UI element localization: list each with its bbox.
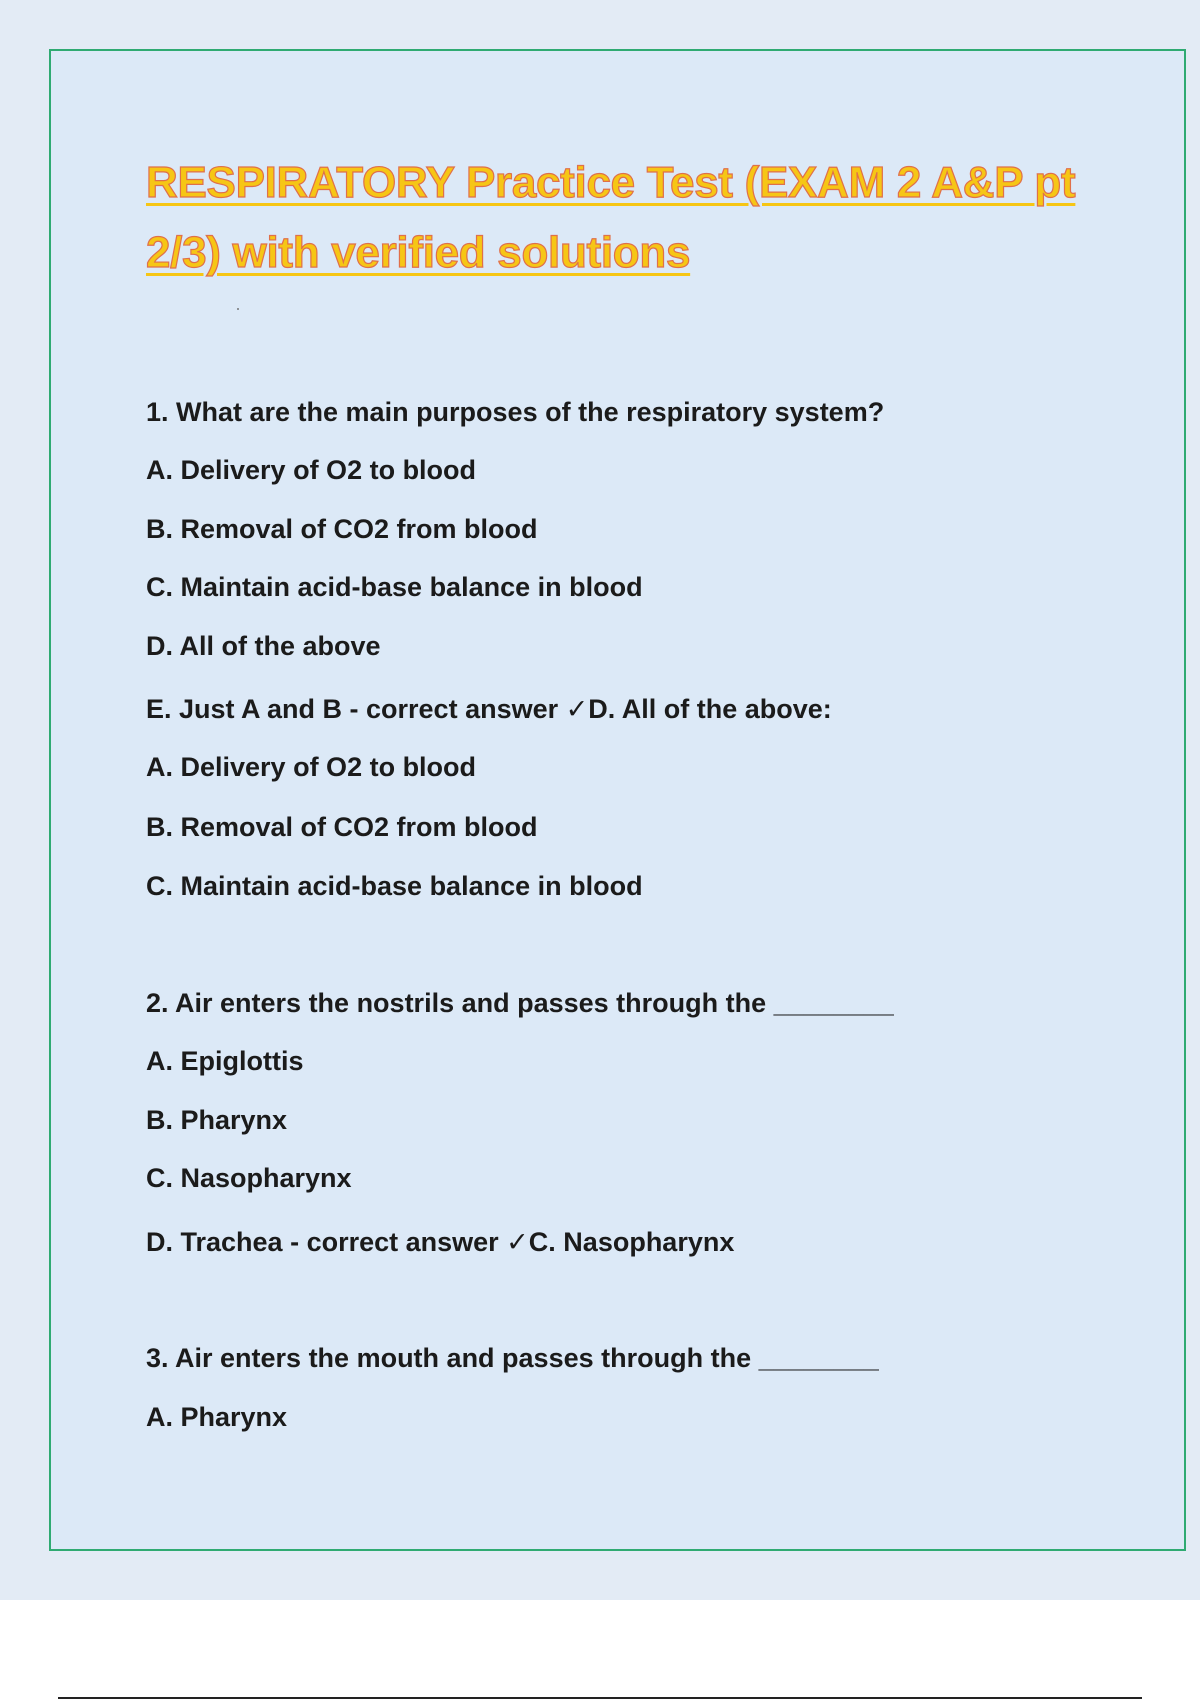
q1-option-b: B. Removal of CO2 from blood (146, 514, 538, 544)
q2-question: 2. Air enters the nostrils and passes through the ________ (146, 988, 894, 1018)
stray-dot (237, 308, 239, 310)
q1-answer-c: C. Maintain acid-base balance in blood (146, 871, 643, 901)
check-mark-icon: ✓ (506, 1227, 529, 1257)
q1-option-e-answer (146, 694, 832, 725)
q2-correct-answer: C. Nasopharynx (528, 1227, 735, 1257)
q3-option-a: A. Pharynx (146, 1402, 288, 1432)
q1-question: 1. What are the main purposes of the respiratory system? (146, 397, 885, 427)
q1-answer-a: A. Delivery of O2 to blood (146, 752, 477, 782)
bottom-rule (58, 1697, 1142, 1699)
q1-option-a: A. Delivery of O2 to blood (146, 455, 477, 485)
q1-option-d: D. All of the above (146, 631, 381, 661)
q2-option-d-answer (146, 1227, 734, 1258)
q1-answer-b: B. Removal of CO2 from blood (146, 812, 538, 842)
check-mark-icon: ✓ (565, 694, 589, 724)
q2-option-a: A. Epiglottis (146, 1046, 304, 1076)
q2-option-c: C. Nasopharynx (146, 1163, 352, 1193)
q1-option-e-prefix: E. Just A and B - correct answer (146, 694, 566, 724)
q1-option-c: C. Maintain acid-base balance in blood (146, 572, 643, 602)
document-title: RESPIRATORY Practice Test (EXAM 2 A&P pt 2/3) with verified solutions (146, 158, 1076, 277)
q3-question: 3. Air enters the mouth and passes through the ________ (146, 1343, 879, 1373)
q1-correct-answer: D. All of the above: (588, 694, 832, 724)
q2-option-b: B. Pharynx (146, 1105, 288, 1135)
q2-option-d-prefix: D. Trachea - correct answer (146, 1227, 507, 1257)
